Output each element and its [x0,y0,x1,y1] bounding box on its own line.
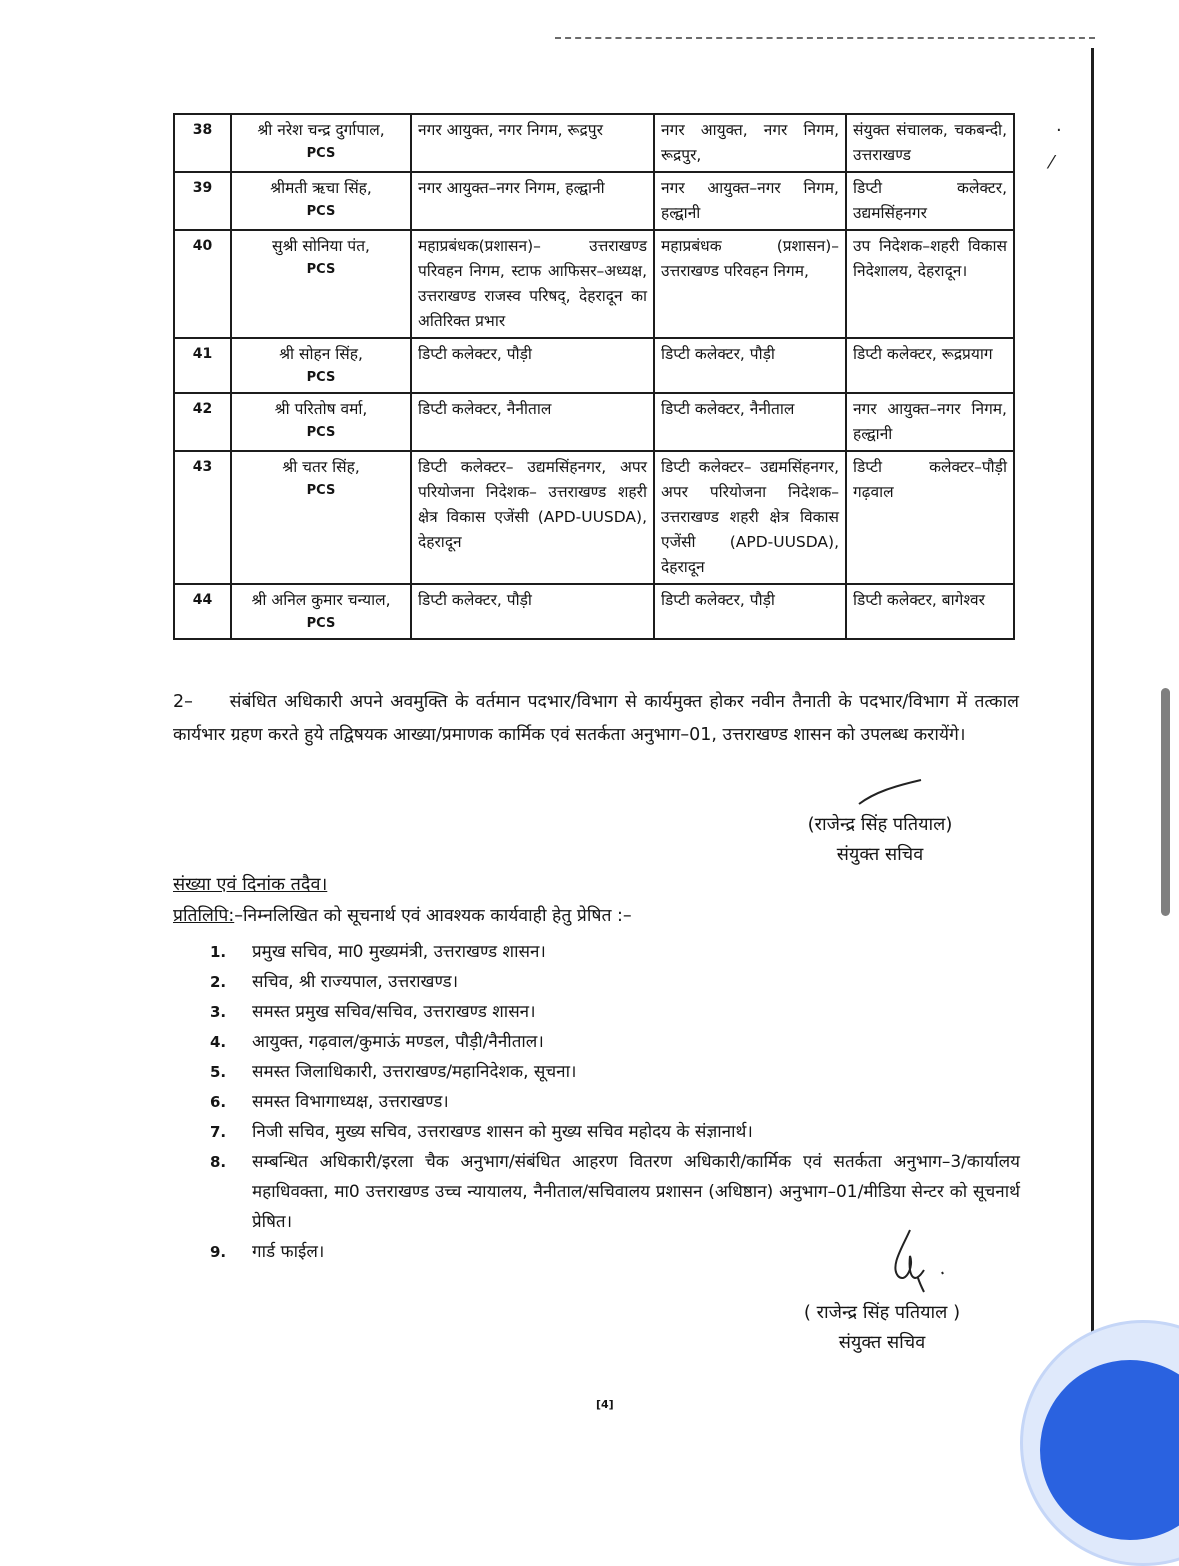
new-posting: डिप्टी कलेक्टर–पौड़ी गढ़वाल [846,451,1014,584]
copy-recipients-list [210,937,1020,1267]
serial-number: 42 [174,393,231,451]
new-posting: संयुक्त संचालक, चकबन्दी, उत्तराखण्ड [846,114,1014,172]
officer-cell [231,584,411,639]
table-row [174,338,1014,393]
item-number: 4. [210,1033,227,1051]
item-number: 9. [210,1243,227,1261]
officer-service: PCS [306,425,336,440]
table-row [174,584,1014,639]
signatory-designation: संयुक्त सचिव [836,844,924,865]
serial-number: 39 [174,172,231,230]
current-posting: महाप्रबंधक(प्रशासन)– उत्तराखण्ड परिवहन निगम, स्टाफ आफिसर–अध्यक्ष, उत्तराखण्ड राजस्व परिषद्, देहरादून का अतिरिक्त प्रभार [411,230,654,338]
current-posting: डिप्टी कलेक्टर, नैनीताल [411,393,654,451]
copy-intro: –निम्नलिखित को सूचनार्थ एवं आवश्यक कार्यवाही हेतु प्रेषित :– [234,906,632,926]
officer-cell [231,451,411,584]
relieved-posting: नगर आयुक्त–नगर निगम, हल्द्वानी [654,172,846,230]
signatory-name: ( राजेन्द्र सिंह पतियाल ) [803,1302,961,1323]
officer-service: PCS [306,204,336,219]
vertical-scrollbar[interactable] [1161,688,1170,916]
officer-service: PCS [306,370,336,385]
item-number: 5. [210,1063,227,1081]
signatory-name: (राजेन्द्र सिंह पतियाल) [807,814,953,835]
relieved-posting: डिप्टी कलेक्टर, पौड़ी [654,584,846,639]
item-text: आयुक्त, गढ़वाल/कुमाऊं मण्डल, पौड़ी/नैनीताल। [252,1032,544,1052]
table-row [174,393,1014,451]
current-posting: नगर आयुक्त–नगर निगम, हल्द्वानी [411,172,654,230]
officer-service: PCS [306,262,336,277]
margin-mark: ⁄ [1050,152,1054,173]
serial-number: 40 [174,230,231,338]
list-item [210,1027,1020,1057]
officer-cell [231,393,411,451]
relieved-posting: नगर आयुक्त, नगर निगम, रूद्रपुर, [654,114,846,172]
serial-number: 38 [174,114,231,172]
list-item [210,1087,1020,1117]
signature-block-1 [760,810,1000,870]
officer-service: PCS [306,616,336,631]
list-item [210,937,1020,967]
item-text: प्रमुख सचिव, मा0 मुख्यमंत्री, उत्तराखण्ड शासन। [252,942,546,962]
item-number: 2. [210,973,227,991]
page-right-edge [1091,48,1094,1428]
new-posting: उप निदेशक–शहरी विकास निदेशालय, देहरादून। [846,230,1014,338]
handwritten-signature-icon [880,1226,950,1296]
item-number: 6. [210,1093,227,1111]
list-item [210,1057,1020,1087]
item-number: 7. [210,1123,227,1141]
relieved-posting: डिप्टी कलेक्टर, नैनीताल [654,393,846,451]
officer-name: श्री अनिल कुमार चन्याल, [251,591,391,609]
table-row [174,230,1014,338]
item-number: 1. [210,943,227,961]
officer-name: श्रीमती ऋचा सिंह, [270,179,372,197]
officer-cell [231,114,411,172]
serial-number: 44 [174,584,231,639]
item-text: समस्त जिलाधिकारी, उत्तराखण्ड/महानिदेशक, सूचना। [252,1062,577,1082]
officer-cell [231,230,411,338]
list-item [210,967,1020,997]
list-item [210,1147,1020,1237]
officer-cell [231,172,411,230]
current-posting: नगर आयुक्त, नगर निगम, रूद्रपुर [411,114,654,172]
item-text: गार्ड फाईल। [252,1242,325,1262]
table-row [174,172,1014,230]
page-top-edge [555,37,1095,39]
officer-name: श्री चतर सिंह, [282,458,360,476]
officer-service: PCS [306,483,336,498]
copy-to-line [173,903,632,927]
relieved-posting: महाप्रबंधक (प्रशासन)– उत्तराखण्ड परिवहन निगम, [654,230,846,338]
item-text: सम्बन्धित अधिकारी/इरला चैक अनुभाग/संबंधित आहरण वितरण अधिकारी/कार्मिक एवं सतर्कता अनुभाग–3/कार्यालय महाधिवक्ता, मा0 उत्तराखण्ड उच्च न्यायालय, नैनीताल/सचिवालय प्रशासन (अधिष्ठान) अनुभाग–01/मीडिया सेन्टर को सूचनार्थ प्रेषित। [252,1152,1020,1232]
new-posting: डिप्टी कलेक्टर, बागेश्वर [846,584,1014,639]
table-row [174,451,1014,584]
current-posting: डिप्टी कलेक्टर, पौड़ी [411,584,654,639]
instruction-paragraph: 2– संबंधित अधिकारी अपने अवमुक्ति के वर्तमान पदभार/विभाग से कार्यमुक्त होकर नवीन तैनाती के पदभार/विभाग में तत्काल कार्यभार ग्रहण करते हुये तद्विषयक आख्या/प्रमाणक कार्मिक एवं सतर्कता अनुभाग–01, उत्तराखण्ड शासन को उपलब्ध करायेंगे। [173,692,1019,745]
officer-service: PCS [306,146,336,161]
serial-number: 43 [174,451,231,584]
new-posting: डिप्टी कलेक्टर, रूद्रप्रयाग [846,338,1014,393]
current-posting: डिप्टी कलेक्टर, पौड़ी [411,338,654,393]
list-item [210,1117,1020,1147]
item-text: निजी सचिव, मुख्य सचिव, उत्तराखण्ड शासन को मुख्य सचिव महोदय के संज्ञानार्थ। [252,1122,753,1142]
item-text: समस्त विभागाध्यक्ष, उत्तराखण्ड। [252,1092,449,1112]
item-text: सचिव, श्री राज्यपाल, उत्तराखण्ड। [252,972,459,992]
item-number: 3. [210,1003,227,1021]
signatory-designation: संयुक्त सचिव [838,1332,926,1353]
officer-name: श्री सोहन सिंह, [279,345,363,363]
table-row [174,114,1014,172]
officer-cell [231,338,411,393]
postings-table-body [174,114,1014,639]
relieved-posting: डिप्टी कलेक्टर– उद्यमसिंहनगर, अपर परियोजना निदेशक– उत्तराखण्ड शहरी क्षेत्र विकास एजेंसी (APD-UUSDA), देहरादून [654,451,846,584]
current-posting: डिप्टी कलेक्टर– उद्यमसिंहनगर, अपर परियोजना निदेशक– उत्तराखण्ड शहरी क्षेत्र विकास एजेंसी (APD-UUSDA), देहरादून [411,451,654,584]
officer-name: श्री परितोष वर्मा, [274,400,368,418]
new-posting: नगर आयुक्त–नगर निगम, हल्द्वानी [846,393,1014,451]
copy-label: प्रतिलिपि: [173,906,235,926]
officer-name: सुश्री सोनिया पंत, [271,237,370,255]
item-number: 8. [210,1153,227,1171]
postings-table [173,113,1015,640]
number-date-line: संख्या एवं दिनांक तदैव। [173,874,328,895]
signature-block-2 [762,1298,1002,1358]
page-number: [4] [596,1398,614,1411]
serial-number: 41 [174,338,231,393]
item-text: समस्त प्रमुख सचिव/सचिव, उत्तराखण्ड शासन। [252,1002,536,1022]
margin-mark: · [1056,120,1062,141]
relieved-posting: डिप्टी कलेक्टर, पौड़ी [654,338,846,393]
signature-stroke-icon [855,778,925,806]
new-posting: डिप्टी कलेक्टर, उद्यमसिंहनगर [846,172,1014,230]
officer-name: श्री नरेश चन्द्र दुर्गापाल, [257,121,385,139]
list-item [210,997,1020,1027]
